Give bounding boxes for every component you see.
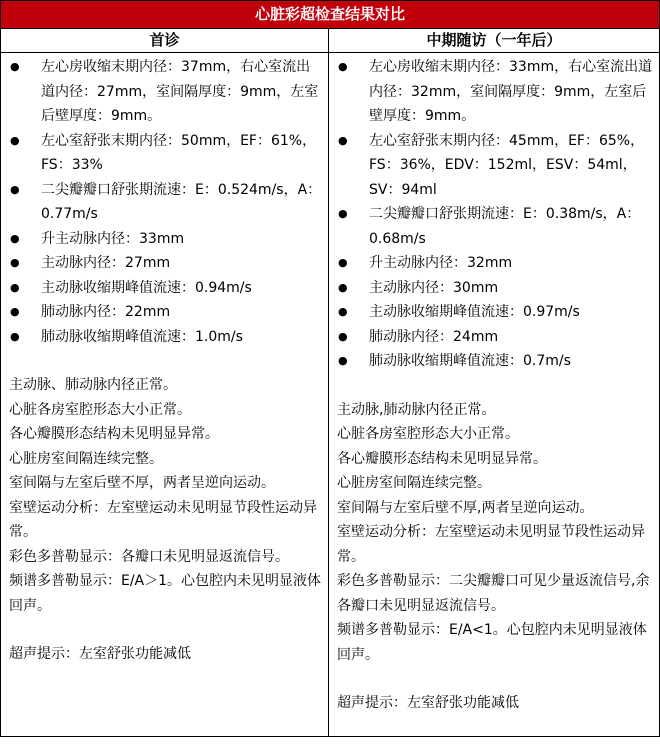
list-item: ● 二尖瓣瓣口舒张期流速：E：0.524m/s，A：0.77m/s xyxy=(9,178,322,227)
list-item: ● 左心室舒张末期内径：50mm，EF：61%，FS：33% xyxy=(9,129,322,178)
list-item: ● 主动脉内径：27mm xyxy=(9,251,322,276)
spacer xyxy=(9,618,322,642)
first-visit-conclusion: 超声提示：左室舒张功能减低 xyxy=(9,646,191,662)
list-item: ● 二尖瓣瓣口舒张期流速：E：0.38m/s，A：0.68m/s xyxy=(337,202,653,251)
list-item: ● 左心房收缩末期内径：37mm，右心室流出道内径：27mm，室间隔厚度：9mm，左室后壁厚度：9mm。 xyxy=(9,55,322,129)
list-item: ● 肺动脉内径：24mm xyxy=(337,325,653,350)
column-header-first-visit: 首诊 xyxy=(1,29,329,52)
body-row xyxy=(1,53,659,736)
finding-text: 频谱多普勒显示：E/A<1。心包腔内未见明显液体回声。 xyxy=(337,622,647,663)
list-item: ● 肺动脉收缩期峰值流速：0.7m/s xyxy=(337,349,653,374)
finding-text: 彩色多普勒显示：二尖瓣瓣口可见少量返流信号,余各瓣口未见明显返流信号。 xyxy=(337,573,650,614)
follow-up-measurements xyxy=(337,55,653,374)
follow-up-conclusion: 超声提示：左室舒张功能减低 xyxy=(337,695,519,711)
list-item: ● 主动脉内径：30mm xyxy=(337,276,653,301)
follow-up-cell xyxy=(329,53,659,736)
finding-text: 室间隔与左室后壁不厚,两者呈逆向运动。 xyxy=(337,499,594,516)
first-visit-findings xyxy=(9,373,322,618)
header-row xyxy=(1,29,659,53)
list-item: ● 肺动脉收缩期峰值流速：1.0m/s xyxy=(9,325,322,350)
finding-text: 各心瓣膜形态结构未见明显异常。 xyxy=(337,450,547,467)
finding-text: 心脏各房室腔形态大小正常。 xyxy=(337,426,519,442)
list-item: ● 主动脉收缩期峰值流速：0.97m/s xyxy=(337,300,653,325)
finding-text: 主动脉,肺动脉内径正常。 xyxy=(337,401,496,418)
table-title: 心脏彩超检查结果对比 xyxy=(1,1,659,29)
list-item: ● 肺动脉内径：22mm xyxy=(9,300,322,325)
first-visit-cell xyxy=(1,53,329,736)
finding-text: 各心瓣膜形态结构未见明显异常。 xyxy=(9,426,219,442)
list-item: ● 左心房收缩末期内径：33mm，右心室流出道内径：32mm，室间隔厚度：9mm，左室后壁厚度：9mm。 xyxy=(337,55,653,129)
spacer xyxy=(337,667,653,691)
finding-text: 室壁运动分析：左室壁运动未见明显节段性运动异常。 xyxy=(337,524,645,565)
column-header-follow-up: 中期随访（一年后） xyxy=(426,31,562,49)
finding-text: 频谱多普勒显示：E/A＞1。心包腔内未见明显液体回声。 xyxy=(9,573,322,614)
spacer xyxy=(9,349,322,373)
spacer xyxy=(337,374,653,398)
follow-up-findings xyxy=(337,398,653,668)
finding-text: 心脏房室间隔连续完整。 xyxy=(337,475,491,491)
finding-text: 室间隔与左室后壁不厚，两者呈逆向运动。 xyxy=(9,475,275,491)
finding-text: 心脏各房室腔形态大小正常。 xyxy=(9,401,191,418)
finding-text: 彩色多普勒显示：各瓣口未见明显返流信号。 xyxy=(9,548,289,565)
first-visit-measurements xyxy=(9,55,322,349)
finding-text: 室壁运动分析：左室壁运动未见明显节段性运动异常。 xyxy=(9,499,317,540)
finding-text: 主动脉、肺动脉内径正常。 xyxy=(9,377,177,393)
list-item: ● 升主动脉内径：33mm xyxy=(9,227,322,252)
list-item: ● 左心室舒张末期内径：45mm，EF：65%，FS：36%，EDV：152ml，ESV：54ml，SV：94ml xyxy=(337,129,653,203)
finding-text: 心脏房室间隔连续完整。 xyxy=(9,450,163,467)
list-item: ● 主动脉收缩期峰值流速：0.94m/s xyxy=(9,276,322,301)
list-item: ● 升主动脉内径：32mm xyxy=(337,251,653,276)
